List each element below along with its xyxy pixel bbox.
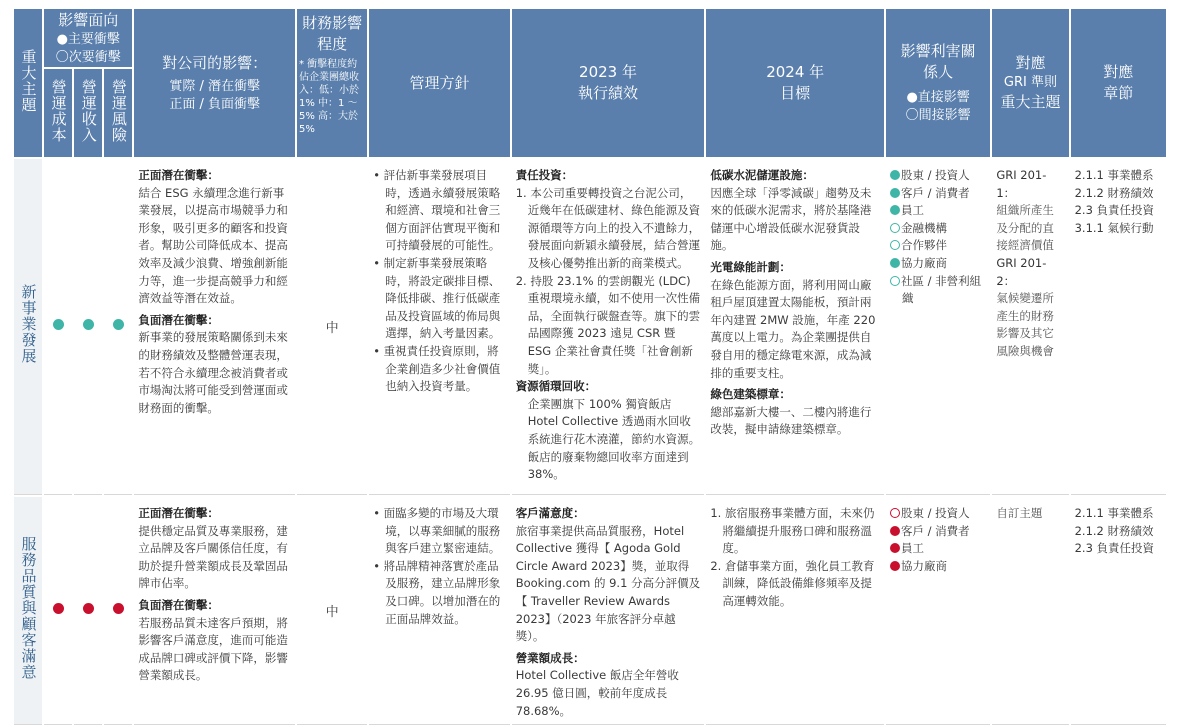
stakeholders-cell (886, 497, 990, 725)
header-revenue: 營運收入 (74, 69, 102, 157)
impact-cell: 正面潛在衝擊： 提供穩定品質及專業服務，建立品牌及客戶關係信任度，有助於提升營業額成長及鞏固品牌市佔率。 負面潛在衝擊： 若服務品質未達客戶預期，將影響客戶滿意度，進而可能造成品牌口碑或評價下降，影響營業額成長。 (134, 497, 295, 725)
header-gri: 對應 GRI 準則 重大主題 (992, 9, 1068, 157)
materiality-table (12, 7, 1168, 727)
perf-cell: 客戶滿意度： 旅宿事業提供高品質服務，Hotel Collective 獲得【 Agoda Gold Circle Award 2023】獎，並取得 Booking.com 的 9.1 分高分評價及【 Traveller Review Awards 2023】（2023 年旅客評分卓越獎）。 營業額成長： Hotel Collective 飯店全年營收 26.95 億日圓，較前年度成長 78.68%。 (512, 497, 705, 725)
stakeholder-item: 客戶 / 消費者 (890, 523, 986, 541)
header-chapter: 對應 章節 (1071, 9, 1166, 157)
dot-cost (44, 497, 72, 725)
stakeholder-item: 社區 / 非營利組織 (890, 273, 986, 308)
impact-dot (83, 603, 94, 614)
policy-cell: • 評估新事業發展項目時，透過永續發展策略和經濟、環境和社會三個方面評估實現平衡和可持續發展的可能性。 • 制定新事業發展策略時，將設定碳排目標、降低排碳、推行低碳產品及投資區域的佈局與選擇，納入考量因素。 • 重視責任投資原則，將企業創造多少社會價值也納入投資考量。 (369, 159, 509, 495)
header-finance: 財務影響程度 * 衝擊程度約佔企業團總收入：低：小於 1% 中：1 ～ 5% 高：大於 5% (297, 9, 367, 157)
header-target: 2024 年 目標 (706, 9, 884, 157)
gri-cell: GRI 201-1： 組織所產生及分配的直接經濟價值 GRI 201-2： 氣候變遷所產生的財務影響及其它風險與機會 (992, 159, 1068, 495)
header-topic: 重大主題 (14, 9, 42, 157)
target-cell: 1. 旅宿服務事業體方面，未來仍將繼續提升服務口碑和服務溫度。 2. 倉儲事業方面，強化員工教育訓練，降低設備維修頻率及提高運轉效能。 (706, 497, 884, 725)
stakeholder-item: 協力廠商 (890, 255, 986, 273)
target-cell: 低碳水泥儲運設施： 因應全球「淨零減碳」趨勢及未來的低碳水泥需求，將於基隆港儲運中心增設低碳水泥發貨設施。 光電綠能計劃： 在綠色能源方面，將利用岡山廠租戶屋頂建置太陽能板，預計兩年內建置 2MW 設施，年產 220 萬度以上電力。為企業團提供自發自用的穩定綠電來源，成為減排的重要支柱。 綠色建築標章： 總部嘉新大樓一、二樓內將進行改裝，擬申請綠建築標章。 (706, 159, 884, 495)
header-cost: 營運成本 (44, 69, 72, 157)
stakeholder-item: 員工 (890, 202, 986, 220)
dot-risk (104, 497, 132, 725)
chapter-cell: 2.1.1 事業體系 2.1.2 財務績效 2.3 負責任投資 3.1.1 氣候行動 (1071, 159, 1166, 495)
finance-cell: 中 (297, 159, 367, 495)
header-stakeholders: 影響利害關係人 ●直接影響 〇間接影響 (886, 9, 990, 157)
header-perf: 2023 年 執行績效 (512, 9, 705, 157)
impact-dot (113, 603, 124, 614)
header-risk: 營運風險 (104, 69, 132, 157)
stakeholder-item: 客戶 / 消費者 (890, 185, 986, 203)
dot-revenue (74, 159, 102, 495)
stakeholder-item: 協力廠商 (890, 558, 986, 576)
impact-dot (83, 319, 94, 330)
stakeholder-item: 金融機構 (890, 220, 986, 238)
impact-cell: 正面潛在衝擊： 結合 ESG 永續理念進行新事業發展，以提高市場競爭力和形象，吸引更多的顧客和投資者。幫助公司降低成本、提高效率及減少浪費、增強創新能力等，進一步提高競爭力和經濟效益等潛在效益。 負面潛在衝擊： 新事業的發展策略關係到未來的財務績效及整體營運表現，若不符合永續理念被消費者或市場淘汰將可能受到營運面或財務面的衝擊。 (134, 159, 295, 495)
impact-dot (53, 603, 64, 614)
header-policy: 管理方針 (369, 9, 509, 157)
header-impact: 對公司的影響： 實際 / 潛在衝擊 正面 / 負面衝擊 (134, 9, 295, 157)
header-direction: 影響面向 ●主要衝擊 〇次要衝擊 (44, 9, 132, 67)
stakeholder-item: 合作夥伴 (890, 237, 986, 255)
table-row (14, 159, 1166, 495)
table-row (14, 497, 1166, 725)
impact-dot (113, 319, 124, 330)
stakeholders-cell (886, 159, 990, 495)
impact-dot (53, 319, 64, 330)
stakeholder-item: 股東 / 投資人 (890, 505, 986, 523)
finance-cell: 中 (297, 497, 367, 725)
gri-cell: 自訂主題 (992, 497, 1068, 725)
topic-cell: 新事業發展 (14, 159, 42, 495)
chapter-cell: 2.1.1 事業體系 2.1.2 財務績效 2.3 負責任投資 (1071, 497, 1166, 725)
stakeholder-item: 股東 / 投資人 (890, 167, 986, 185)
perf-cell: 責任投資： 1. 本公司重要轉投資之台泥公司，近幾年在低碳建材、綠色能源及資源循環等方向上的投入不遺餘力，發展面向新穎永續發展，結合營運及核心優勢推出新的商業模式。 2. 持股 23.1% 的雲朗觀光 (LDC) 重視環境永續，如不使用一次性備品，全面執行碳盤查等。旗下的雲品國際獲 2023 遠見 CSR 暨 ESG 企業社會責任獎「社會創新獎」。 資源循環回收： 企業團旗下 100% 獨資飯店 Hotel Collective 透過雨水回收系統進行花木澆灌，節約水資源。飯店的廢棄物總回收率方面達到 38%。 (512, 159, 705, 495)
policy-cell: • 面臨多變的市場及大環境，以專業細膩的服務與客戶建立緊密連結。 • 將品牌精神落實於產品及服務，建立品牌形象及口碑。以增加潛在的正面品牌效益。 (369, 497, 509, 725)
stakeholder-item: 員工 (890, 540, 986, 558)
dot-risk (104, 159, 132, 495)
dot-cost (44, 159, 72, 495)
dot-revenue (74, 497, 102, 725)
topic-cell: 服務品質與顧客滿意 (14, 497, 42, 725)
